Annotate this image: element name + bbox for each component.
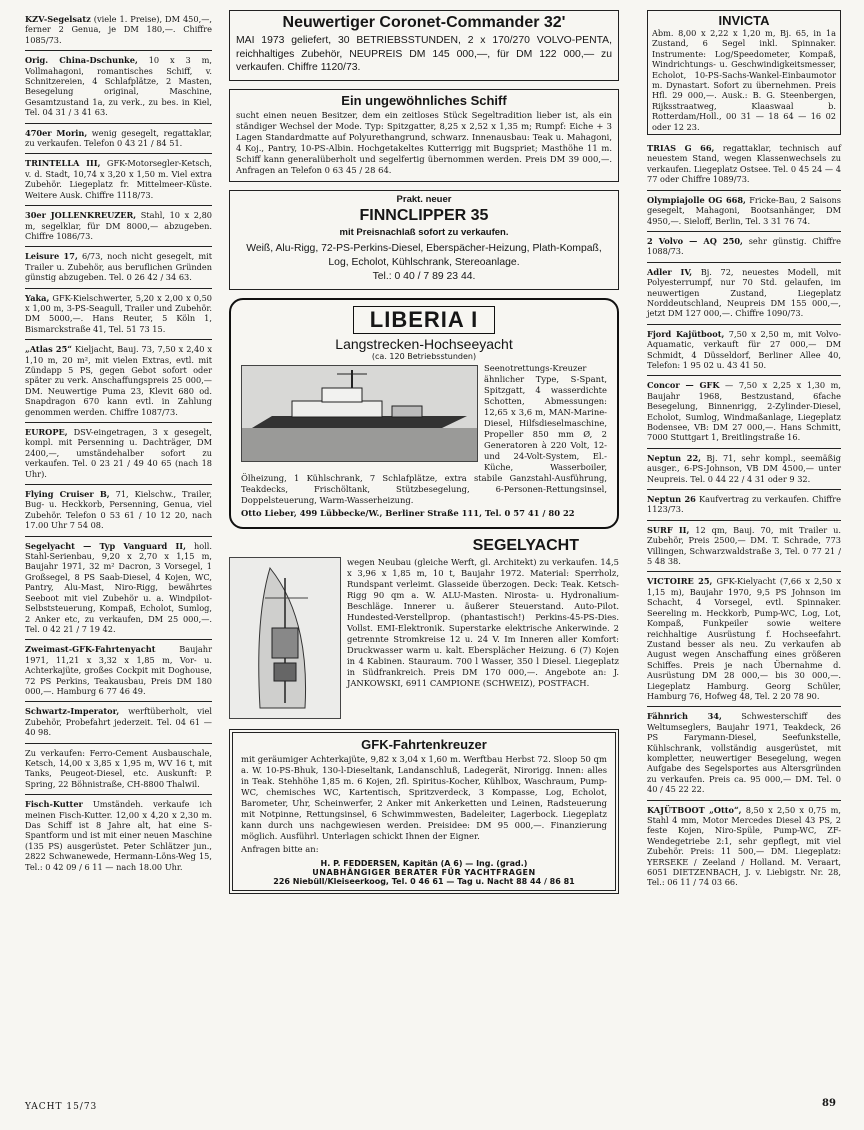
ad-text: GFK-Kielyacht (7,66 x 2,50 x 1,15 m), Baujahr 1970, 9,5 PS Johnson im Schacht, 4 Vorsegel, evtl. Spinnaker. Seereling m. Heckkorb, Pump-WC, Log, Lot, Kompaß, Funkpeiler sowie weitere reichhaltige Ausrüstung f. Hochseefahrt. Zustand besser als neu. Zu verkaufen ab August wegen Anschaffung eines größeren Schiffes. Preis je nach Übernahme d. Ausrüstung DM 28 000,— bis 30 000,—. Liegeplatz Hamburg. Georg Schüler, Hamburg 76, Hofweg 48, Tel. 2 20 78 90. xyxy=(647,576,841,701)
ad-title: Orig. China-Dschunke, xyxy=(25,55,138,66)
classified-ad xyxy=(25,154,212,206)
segel-text: wegen Neubau (gleiche Werft, gl. Architekt) zu verkaufen. 14,5 x 3,96 x 1,85 m, 10 t, Baujahr 1972. Material: Sperrholz, Rundspant verleimt. Glasseide überzogen. Deck: Teak. Ketsch-Rigg 90 qm a. W. ALU-Masten. Nirosta- u. Hydronalium-Beschläge. Innerer u. äußerer Steuerstand. Auto-Pilot. Hundested-Verstellprop. (phantastisch!) Perkins-45-PS-Dies. Vollst. EMI-Elektronik. Superstarke elektrische Ankerwinde. 2 getrennte Stromkreise 12 u. 24 V. Im Inneren aller Komfort: Druckwasser warm u. kalt. Ebersplächer Heizung. 6 (7) Kojen in 4 Kabinen. Stauraum. 700 l Wasser, 350 l Diesel. Liegeplatz in Südfrankreich. Preis DM 170 000,—. Angebote an: J. JANKOWSKI, 6911 CAMPIONE (SCHWEIZ), POSTFACH. xyxy=(347,556,619,688)
classified-ad xyxy=(647,449,841,490)
gfk-contact-role: UNABHÄNGIGER BERATER FÜR YACHTFRAGEN xyxy=(312,867,536,877)
ad-title: TRINTELLA III, xyxy=(25,158,101,169)
classified-ad xyxy=(647,263,841,325)
classified-ad xyxy=(25,423,212,485)
classified-ad xyxy=(25,124,212,155)
classified-ad xyxy=(647,572,841,707)
ad-title: Concor — GFK xyxy=(647,380,720,391)
ad-text: werftüberholt, viel Zubehör, Probefahrt jederzeit. Tel. 04 61 — 40 98. xyxy=(25,706,212,738)
ad-text: sehr günstig. Chiffre 1088/73. xyxy=(647,235,841,257)
ad-title: SURF II, xyxy=(647,524,690,535)
ad-title: KZV-Segelsatz xyxy=(25,14,91,24)
ad-text: Zu verkaufen: Ferro-Cement Ausbauschale, Ketsch, 14,00 x 3,85 x 1,95 m, WV 16 t, mit Tanks, Peugeot-Diesel, etc. Auskunft: P. Spring, 22 Böhnistraße, CH-8800 Thalwil. xyxy=(25,747,212,789)
classified-ad xyxy=(647,232,841,263)
ad-text: holl. Stahl-Serienbau, 9,20 x 2,70 x 1,15 m, Baujahr 1971, 32 m² Dacron, 3 Vorsegel, 1 Großsegel, 8 PS Saab-Diesel, 4 Kojen, WC, Pantry, Alu-Mast, Niro-Rigg, bewährtes Seeboot mit viel Zubehör u. a. Windpilot-Selbststeuerung, Kompaß, Echolot, Sumlog, 2 Anker etc, zu verkaufen, DM 25 000,—. Tel. 0 42 21 / 7 19 42. xyxy=(25,540,212,634)
finn-body xyxy=(236,242,612,284)
classified-ad xyxy=(647,139,841,191)
ad-text: 10 x 3 m, Vollmahagoni, romantisches Schiff, v. Schnitzereien, 4 Schlafplätze, 2 Masten, Besegelung original, Maschine, Gesamtzustand 1a, zu verk., zu bes. in Kiel, Tel. 04 31 / 3 41 63. xyxy=(25,55,212,118)
ad-text: 7,50 x 2,50 m, mit Volvo-Aquamatic, verkauft für 27 000,— DM Schmidt, 4 Düsseldorf, Berliner Allee 40, Telefon: 1 95 02 u. 43 41 50. xyxy=(647,328,841,370)
ad-title: Fähnrich 34, xyxy=(647,711,722,722)
gfk-contact-name: H. P. FEDDERSEN, Kapitän (A 6) — Ing. (grad.) xyxy=(320,858,528,868)
ad-title: Neptun 26 xyxy=(647,494,696,505)
classified-ad xyxy=(25,702,212,743)
gfk-text: mit geräumiger Achterkajüte, 9,82 x 3,04 x 1,60 m. Werftbau Herbst 72. Sloop 50 qm a. W. 10-PS-Bhuk, 130-l-Dieseltank, Landanschluß, Ladegerät, Nirorigg. Innen: alles in Teak. Stehhöhe 1,85 m. 6 Kojen, 2fl. Spiritus-Kocher, Kühlbox, Waschraum, Pump-WC, chemisches WC, Kartentisch, Spritzverdeck, 3 Kompasse, Log, Echolot, Barometer, Uhr, Scheinwerfer, 2 Anker mit Ankerketten und Leinen, Radsteuerung mit Notpinne, Rettungsinsel, 6 Schwimmwesten, Badeleiter, Lagerbock. Liegeplatz kann durch uns nachgewiesen werden. Preisidee: DM 95 000,—. Finanzierung möglich. Ausführl. Unterlagen schickt Ihnen der Eigner. xyxy=(241,753,607,841)
liberia-contact: Otto Lieber, 499 Lübbecke/W., Berliner Straße 111, Tel. 0 57 41 / 80 22 xyxy=(241,507,575,518)
ad-text: GFK-Motorsegler-Ketsch, v. d. Stadt, 10,74 x 3,20 x 1,50 m. Viel extra Zubehör. Liegeplatz fr. Mittelmeer-Küste. Weitere Ausk. Chiffre 1118/73. xyxy=(25,158,212,200)
motor-yacht-illustration xyxy=(242,366,477,461)
segel-title: SEGELYACHT xyxy=(472,536,579,554)
classified-ad xyxy=(25,206,212,247)
ad-title: 30er JOLLENKREUZER, xyxy=(25,210,137,221)
finn-title: FINNCLIPPER 35 xyxy=(359,206,489,224)
ad-title: Fjord Kajütboot, xyxy=(647,328,725,339)
ad-text: Schwesterschiff des Weltumseglers, Baujahr 1971, Teakdeck, 26 PS Farymann-Diesel, Seefunkstelle, Kühlschrank, vollständig ausgerüstet, mit kompletter, neuwertiger Besegelung, wegen Aufgabe des Segelsportes aus Altersgründen zu verkaufen. Preis ca. 95 000,— DM. Tel. 0 40 / 45 22 22. xyxy=(647,711,841,795)
classified-ad xyxy=(25,537,212,641)
sailing-yacht-illustration xyxy=(230,558,340,718)
segelyacht-ad-box xyxy=(229,537,619,721)
ad-text: Kieljacht, Bauj. 73, 7,50 x 2,40 x 1,10 m, 20 m², mit vielen Extras, evtl. mit Zündapp 5 PS, gegen Gebot sofort oder später zu verk. Anschaffungspreis 25 000,— DM. Neuwertige Puma 23, Klevit 680 od. Snapdragon 670 kann evtl. in Zahlung genommen werden. Chiffre 1087/73. xyxy=(25,344,212,417)
ad-title: Schwartz-Imperator, xyxy=(25,706,120,717)
ad-text: Stahl, 10 x 2,80 m, segelklar, für DM 8000,— abzugeben. Chiffre 1086/73. xyxy=(25,210,212,241)
classified-ad xyxy=(647,191,841,232)
invicta-title: INVICTA xyxy=(718,13,770,28)
classified-ad xyxy=(647,801,841,893)
ad-title: Adler IV, xyxy=(647,266,693,277)
ad-title: EUROPE, xyxy=(25,427,68,437)
gfk-contact-address: 226 Niebüll/Kleiseerkoog, Tel. 0 46 61 — Tag u. Nacht 88 44 / 86 81 xyxy=(273,876,575,886)
ad-text: 6/73, noch nicht gesegelt, mit Trailer u. Zubehör, aus beruflichen Gründen günstig abzugeben. Tel. 0 26 42 / 34 63. xyxy=(25,251,212,283)
schiff-title: Ein ungewöhnliches Schiff xyxy=(341,92,507,108)
magazine-issue-footer: YACHT 15/73 xyxy=(25,1102,98,1112)
ad-text: wenig gesegelt, regattaklar, zu verkaufen. Telefon 0 43 21 / 84 51. xyxy=(25,127,213,149)
ad-title: Leisure 17, xyxy=(25,251,78,262)
classified-ad xyxy=(647,707,841,800)
middle-display-ads-column xyxy=(229,10,619,902)
classified-ad xyxy=(25,247,212,288)
right-classifieds-column xyxy=(647,10,841,893)
segelyacht-photo xyxy=(229,557,341,719)
ad-text: Bj. 71, sehr kompl., seemäßig ausger., 6-PS-Johnson, VB DM 4500,— unter Neupreis. Tel. 0 44 22 / 4 31 oder 9 32. xyxy=(647,452,841,484)
gfk-ask: Anfragen bitte an: xyxy=(241,843,319,854)
ad-text: DSV-eingetragen, 3 x gesegelt, kompl. mit Persenning u. Dachträger, DM 2400,—, umständehalber sofort zu verkaufen. Tel. 0 23 21 / 49 40 65 (nach 18 Uhr). xyxy=(25,427,213,479)
liberia-subtitle-2: (ca. 120 Betriebsstunden) xyxy=(371,351,477,361)
invicta-ad-box xyxy=(647,10,841,135)
ad-title: KAJÜTBOOT „Otto“, xyxy=(647,804,742,815)
ad-title: Flying Cruiser B, xyxy=(25,489,110,500)
ad-text: — 7,50 x 2,25 x 1,30 m, Baujahr 1968, Bestzustand, 6fache Besegelung, Binnenrigg, 2-Zylinder-Diesel, Echolot, Sumlog, Windmaßanlage, Liegeplatz Bodensee, VB: DM 27 000,—. Hans Schmitt, 7000 Stuttgart 1, Breitlingstraße 16. xyxy=(647,380,841,443)
ad-text: 71, Kielschw., Trailer, Bug- u. Heckkorb, Persenning, Genua, viel Zubehör. Telefon 0 53 61 / 10 12 20, nach 17.00 Uhr 7 54 08. xyxy=(25,489,212,531)
finn-tel: Tel.: 0 40 / 7 89 23 44. xyxy=(372,270,476,282)
ad-title: VICTOIRE 25, xyxy=(647,576,713,587)
liberia-ad-box xyxy=(229,298,619,529)
ad-text: (viele 1. Preise), DM 450,—, ferner 2 Genua, je DM 180,—. Chiffre 1085/73. xyxy=(25,14,212,45)
ad-title: „Atlas 25“ xyxy=(25,344,73,355)
ad-text: regattaklar, technisch auf neuestem Stand, wegen Klassenwechsels zu verkaufen. Liegeplatz Ostsee. Tel. 0 45 24 — 4 77 oder Chiffre 1089/73. xyxy=(647,143,841,185)
ad-title: TRIAS G 66, xyxy=(647,143,715,154)
classified-ad xyxy=(25,640,212,702)
ad-title: Olympiajolle OG 668, xyxy=(647,194,746,205)
ad-text: Baujahr 1971, 11,21 x 3,32 x 1,85 m, Vor- u. Achterkajüte, großes Cockpit mit Doghouse, 72 PS Perkins, Teakausbau, Preis DM 180 000,—. Hamburg 6 77 46 49. xyxy=(25,644,212,696)
classified-ad xyxy=(25,485,212,537)
ad-text: Fricke-Bau, 2 Saisons gesegelt, Mahagoni, Bootsanhänger, DM 4950,—. Sieloff, Berlin, Tel. 3 31 76 74. xyxy=(647,194,841,226)
classified-ad xyxy=(647,521,841,573)
finnclipper-ad-box xyxy=(229,190,619,290)
ad-title: Yaka, xyxy=(25,292,50,303)
coronet-title: Neuwertiger Coronet-Commander 32' xyxy=(282,14,566,31)
classified-ad xyxy=(647,325,841,377)
schiff-text: sucht einen neuen Besitzer, dem ein zeitloses Stück Segeltradition lieber ist, als ein ständiger Wechsel der Mode. Typ: Spitzgatter, 8,25 x 2,52 x 1,35 m; Rumpf: Eiche + 3 Lagen Standardmatte auf Polyurethangrund, schwarz. Innenausbau: Teak u. Mahagoni, 4 Koj., Pantry, 10-PS-Albin. Hochgetakeltes Kutterrigg mit Bugspriet; Masthöhe 11 m. Schiff kann generalüberholt und segelfertig übernommen werden. Preis DM 39 000,—. Anfragen an Telefon 0 63 45 / 28 64. xyxy=(236,109,612,175)
gfk-title: GFK-Fahrtenkreuzer xyxy=(361,736,487,752)
finn-pre: Prakt. neuer xyxy=(396,193,452,205)
ad-text: 12 qm, Bauj. 70, mit Trailer u. Zubehör, Preis 2500,— DM. T. Schrade, 773 Villingen, Schwarzwaldstraße 3, Tel. 0 77 21 / 5 48 38. xyxy=(647,524,842,567)
classified-ad xyxy=(647,376,841,448)
ad-text: Bj. 72, neuestes Modell, mit Polyesterrumpf, nur 70 Std. gelaufen, im neuwertigen Zustand, Liegeplatz Norddeutschland, Neupreis DM 155 000,—, jetzt DM 127 000,—. Chiffre 1090/73. xyxy=(647,266,841,319)
ad-title: 2 Volvo — AQ 250, xyxy=(647,235,743,246)
liberia-title: LIBERIA I xyxy=(353,306,495,334)
classified-ad xyxy=(25,795,212,877)
classified-ad xyxy=(25,744,212,796)
invicta-text: Abm. 8,00 x 2,22 x 1,20 m, Bj. 65, in 1a Zustand, 6 Segel inkl. Spinnaker. Instrumente: Log/Speedometer, Kompaß, Windrichtungs- u. Geschwindigkeitsmesser, Echolot, 10-PS-Sachs-Wankel-Einbaumotor m. Dynastart. Sofort zu übernehmen. Preis Hfl. 29 000,—. Ausk.: B. G. Steenbergen, Rijksstraatweg, Klaaswaal b. Rotterdam/Holl., 00 31 — 18 64 — 16 02 oder 12 23. xyxy=(652,28,836,132)
ad-text: Umständeh. verkaufe ich meinen Fisch-Kutter. 12,00 x 4,20 x 2,30 m. Das Schiff ist 8 Jahre alt, hat eine S-Spantform und ist mit einer neuen Maschine (135 PS) ausgerüstet. Peter Schlätzer jun., 2822 Schwanewede, Hermann-Löns-Weg 15, Tel.: 0 42 09 / 6 11 — nach 18.00 Uhr. xyxy=(25,799,212,872)
liberia-text: Seenotrettungs-Kreuzer ähnlicher Type, S-Spant, Spitzgatt, 4 wasserdichte Schotten, Abmessungen: 12,65 x 3,6 m, MAN-Marine-Diesel, Hilfsdieselmaschine, Propeller 850 mm Ø, 2 Generatoren à 220 Volt, 12- und 24-Volt-System, El.-Küche, Wasserboiler, Ölheizung, 1 Kühlschrank, 7 Schlafplätze, extra stabile Ganzstahl-Ausführung, Teakdecks, Frischöltank, Stützbesegelung, 6-Personen-Rettungsinsel, Doppelsteuerung, Warm-Wasserheizung. xyxy=(241,362,607,505)
classified-ad xyxy=(25,340,212,423)
coronet-text: MAI 1973 geliefert, 30 BETRIEBSSTUNDEN, 2 x 170/270 VOLVO-PENTA, reichhaltiges Zubehör, NEUPREIS DM 145 000,—, für DM 122 000,— zu verkaufen. Chiffre 1120/73. xyxy=(236,35,612,73)
ad-text: 8,50 x 2,50 x 0,75 m, Stahl 4 mm, Motor Mercedes Diesel 43 PS, 2 feste Kojen, Niro-Spüle, Pump-WC, ZF-Wendegetriebe 2:1, sehr gepflegt, mit viel Zubehör. Preis: 11 500,— DM. Liegeplatz: YERSEKE / Zeeland / Holland. M. Veraart, 6051 DIETZENBACH, J. v. Liebigstr. Nr. 28, Tel.: 06 11 / 74 03 66. xyxy=(647,804,842,888)
liberia-yacht-photo xyxy=(241,365,478,462)
classified-ad xyxy=(25,289,212,341)
left-classifieds-column xyxy=(25,10,212,877)
ad-title: Fisch-Kutter xyxy=(25,799,83,810)
liberia-subtitle: Langstrecken-Hochseeyacht xyxy=(335,335,513,352)
coronet-ad-box xyxy=(229,10,619,81)
ad-title: Segelyacht — Typ Vanguard II, xyxy=(25,540,186,551)
ad-text: GFK-Kielschwerter, 5,20 x 2,00 x 0,50 x 1,00 m, 3-PS-Seagull, Trailer und Zubehör. DM 5000,—. Hans Reuter, 5 Köln 1, Bismarckstraße 41, Tel. 51 73 15. xyxy=(25,292,212,334)
unusual-ship-ad-box xyxy=(229,89,619,182)
ad-title: Neptun 22, xyxy=(647,452,701,463)
ad-text: Kaufvertrag zu verkaufen. Chiffre 1123/73. xyxy=(647,494,841,515)
classified-ad xyxy=(647,490,841,521)
finn-sub: mit Preisnachlaß sofort zu verkaufen. xyxy=(339,226,509,238)
ad-title: 470er Morin, xyxy=(25,127,88,138)
page-number: 89 xyxy=(822,1098,836,1109)
classified-ad xyxy=(25,51,212,123)
classified-ad xyxy=(25,10,212,51)
ad-title: Zweimast-GFK-Fahrtenyacht xyxy=(25,644,156,655)
finn-body-text: Weiß, Alu-Rigg, 72-PS-Perkins-Diesel, Eberspächer-Heizung, Plath-Kompaß, Log, Echolot, Kühlschrank, Stereoanlage. xyxy=(246,242,602,268)
gfk-fahrtenkreuzer-ad-box xyxy=(229,729,619,894)
